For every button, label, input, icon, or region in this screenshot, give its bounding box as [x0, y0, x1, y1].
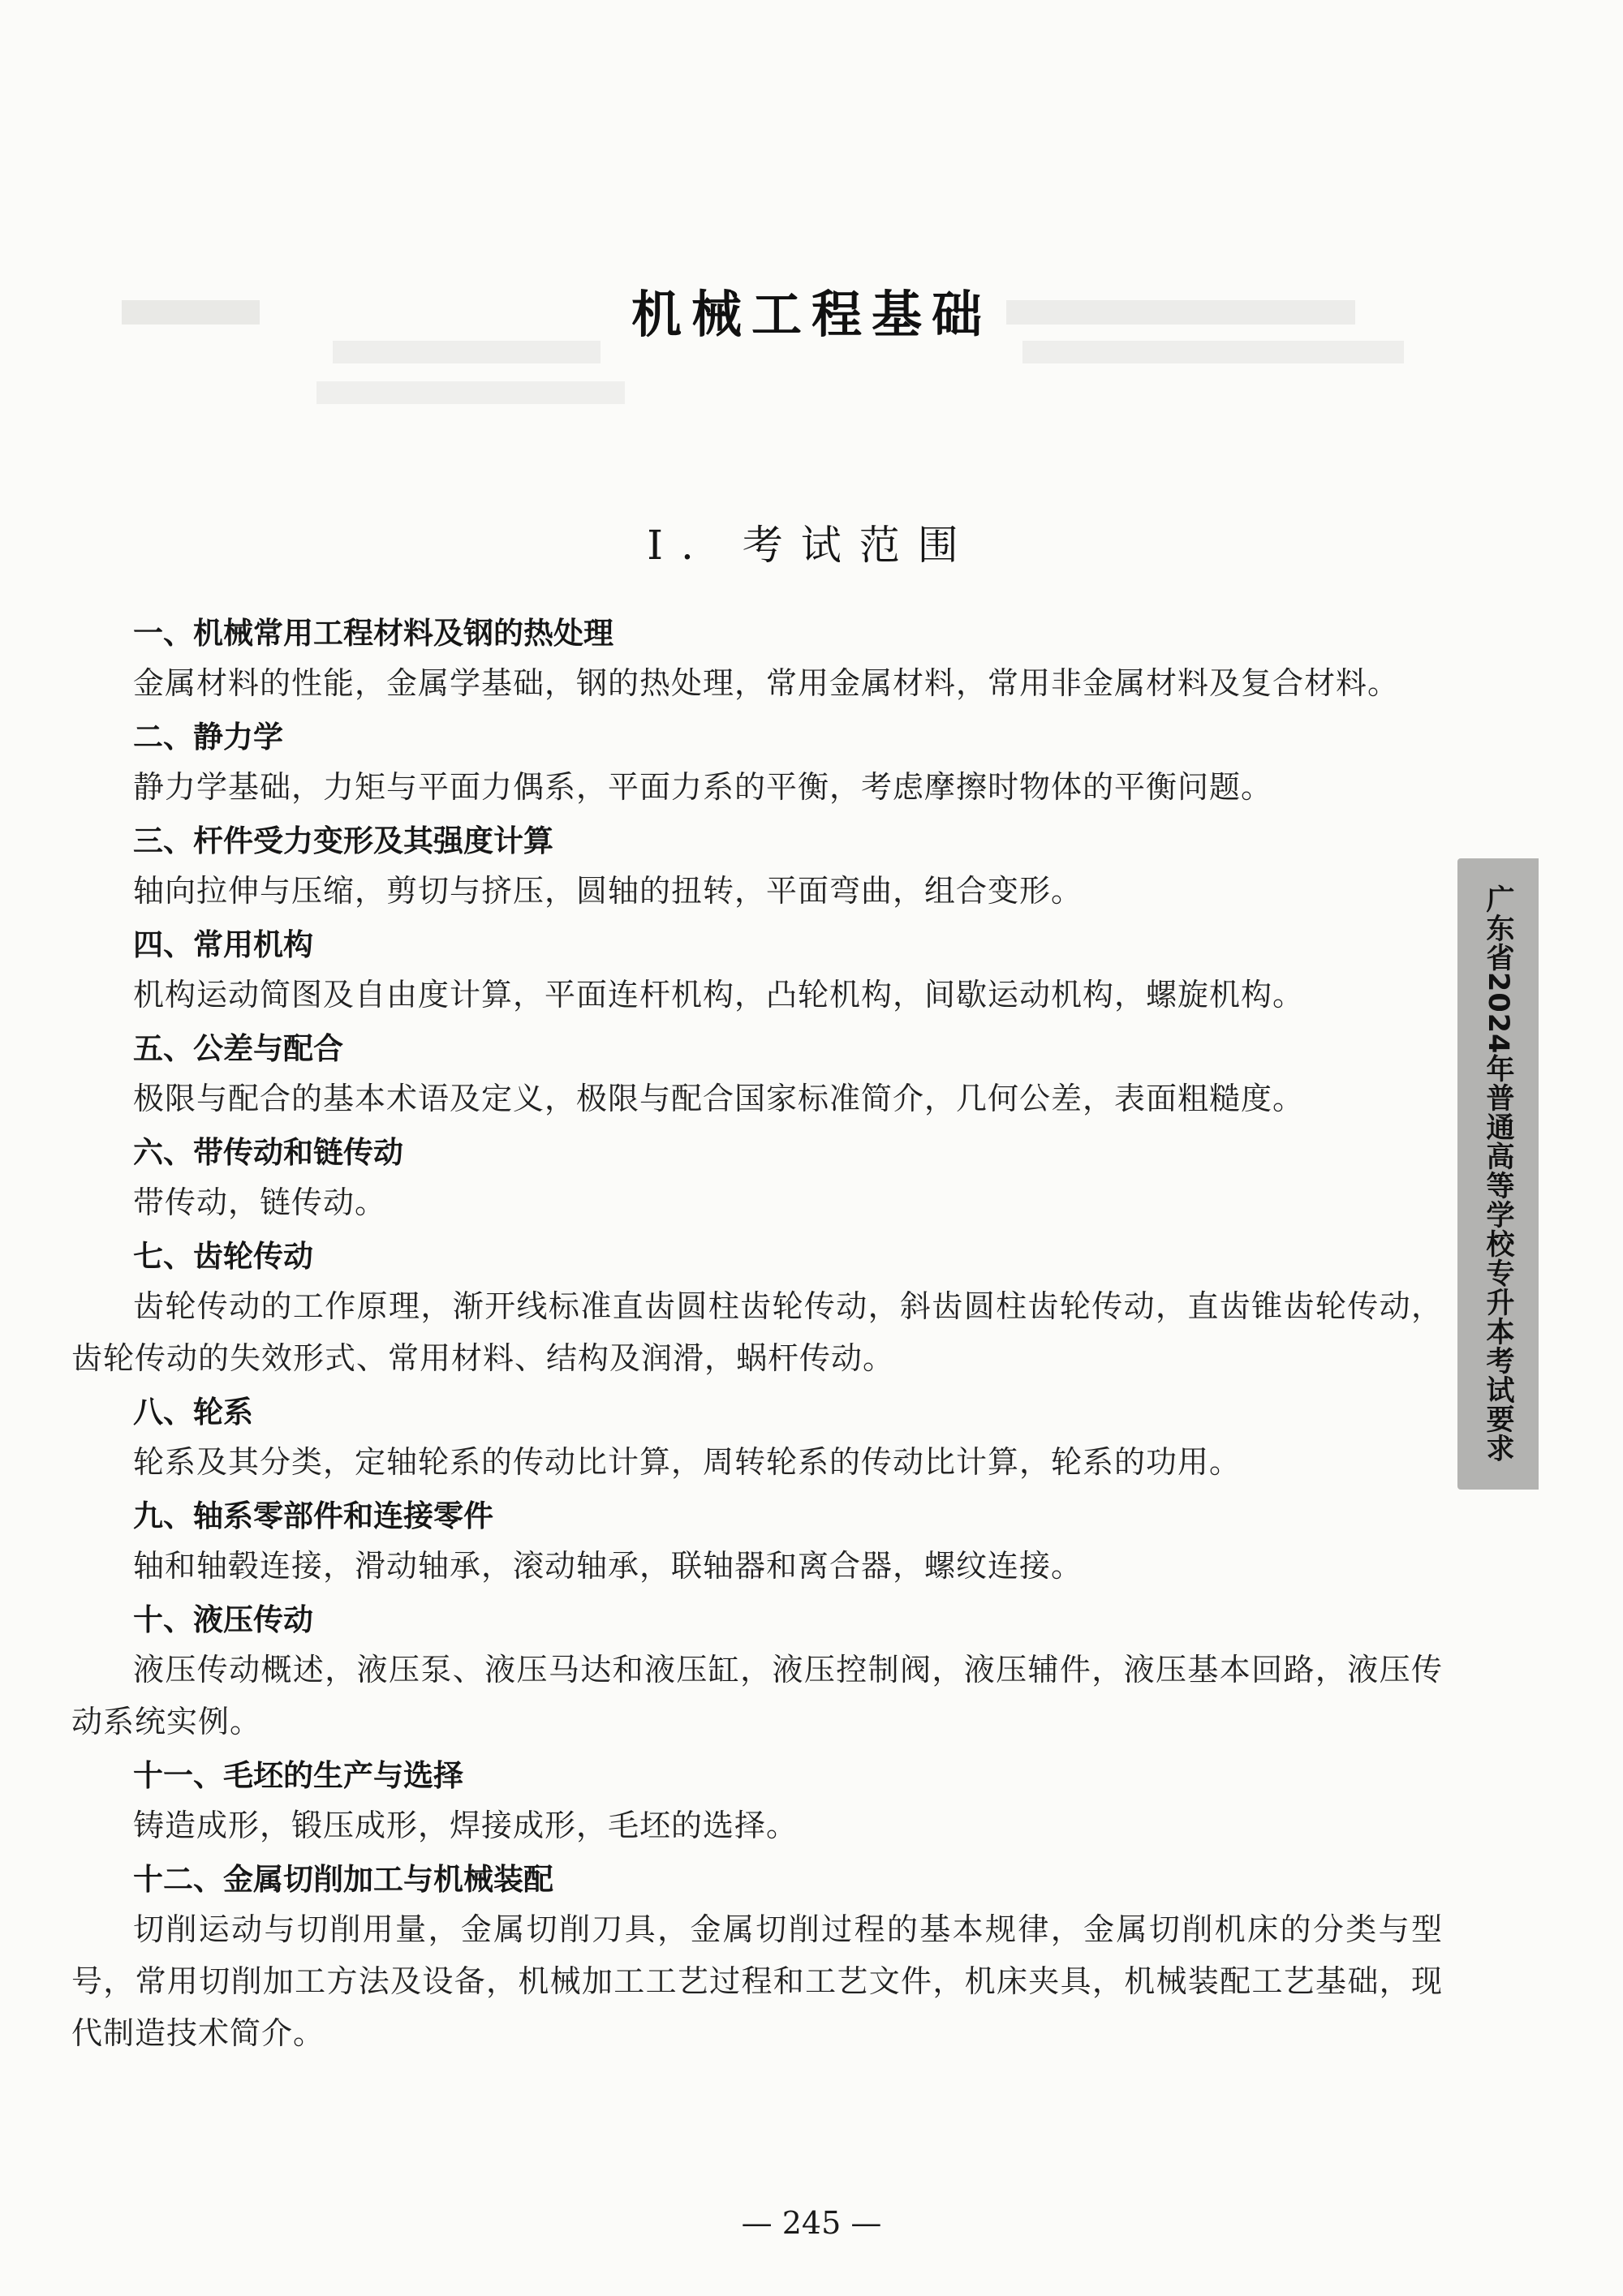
section-body: 齿轮传动的工作原理，渐开线标准直齿圆柱齿轮传动，斜齿圆柱齿轮传动，直齿锥齿轮传动，齿轮传动的失效形式、常用材料、结构及润滑，蜗杆传动。 [71, 1288, 1443, 1376]
section-body: 带传动，链传动。 [133, 1185, 387, 1220]
page-number: — 245 — [741, 2205, 882, 2241]
section-heading: 十、液压传动 [133, 1602, 313, 1637]
section-heading: 十一、毛坯的生产与选择 [133, 1758, 463, 1793]
section [71, 1025, 1443, 1124]
section [71, 714, 1443, 813]
section-body: 静力学基础，力矩与平面力偶系，平面力系的平衡，考虑摩擦时物体的平衡问题。 [133, 769, 1273, 805]
side-tab [1457, 858, 1539, 1490]
section-heading: 六、带传动和链传动 [133, 1135, 403, 1170]
section-body: 轮系及其分类，定轴轮系的传动比计算，周转轮系的传动比计算，轮系的功用。 [133, 1444, 1242, 1480]
part-title: Ⅰ. 考试范围 [647, 522, 976, 569]
section-heading: 十二、金属切削加工与机械装配 [133, 1862, 553, 1897]
section-heading: 四、常用机构 [133, 927, 313, 962]
section-heading: 二、静力学 [133, 720, 283, 755]
section [71, 610, 1443, 709]
section-body: 轴和轴毂连接，滑动轴承，滚动轴承，联轴器和离合器，螺纹连接。 [133, 1548, 1083, 1584]
section [71, 1389, 1443, 1488]
section-heading: 七、齿轮传动 [133, 1239, 313, 1274]
section-heading: 三、杆件受力变形及其强度计算 [133, 823, 553, 858]
section-heading: 一、机械常用工程材料及钢的热处理 [133, 616, 613, 651]
book-title: 机械工程基础 [631, 285, 992, 344]
section [71, 1129, 1443, 1228]
section-body: 液压传动概述，液压泵、液压马达和液压缸，液压控制阀，液压辅件，液压基本回路，液压传动系统实例。 [71, 1652, 1443, 1739]
section [71, 1233, 1443, 1384]
section-body: 极限与配合的基本术语及定义，极限与配合国家标准简介，几何公差，表面粗糙度。 [133, 1081, 1305, 1116]
section-heading: 五、公差与配合 [133, 1031, 343, 1066]
section-body: 铸造成形，锻压成形，焊接成形，毛坯的选择。 [133, 1808, 799, 1843]
section-body: 轴向拉伸与压缩，剪切与挤压，圆轴的扭转，平面弯曲，组合变形。 [133, 873, 1083, 909]
section [71, 922, 1443, 1021]
section-body: 切削运动与切削用量，金属切削刀具，金属切削过程的基本规律，金属切削机床的分类与型号，常用切削加工方法及设备，机械加工工艺过程和工艺文件，机床夹具，机械装配工艺基础，现代制造技术简介。 [71, 1911, 1443, 2051]
exam-scope-content [71, 610, 1443, 2064]
section [71, 1597, 1443, 1748]
section [71, 1493, 1443, 1592]
side-tab-label: 广东省2024年普通高等学校专升本考试要求 [1482, 884, 1514, 1464]
section-body: 金属材料的性能，金属学基础，钢的热处理，常用金属材料，常用非金属材料及复合材料。 [133, 665, 1400, 701]
section-heading: 八、轮系 [133, 1395, 253, 1430]
section [71, 818, 1443, 917]
bleed-through-mark [316, 381, 625, 404]
section [71, 1752, 1443, 1851]
section [71, 1856, 1443, 2059]
section-body: 机构运动简图及自由度计算，平面连杆机构，凸轮机构，间歇运动机构，螺旋机构。 [133, 977, 1305, 1013]
section-heading: 九、轴系零部件和连接零件 [133, 1498, 493, 1533]
